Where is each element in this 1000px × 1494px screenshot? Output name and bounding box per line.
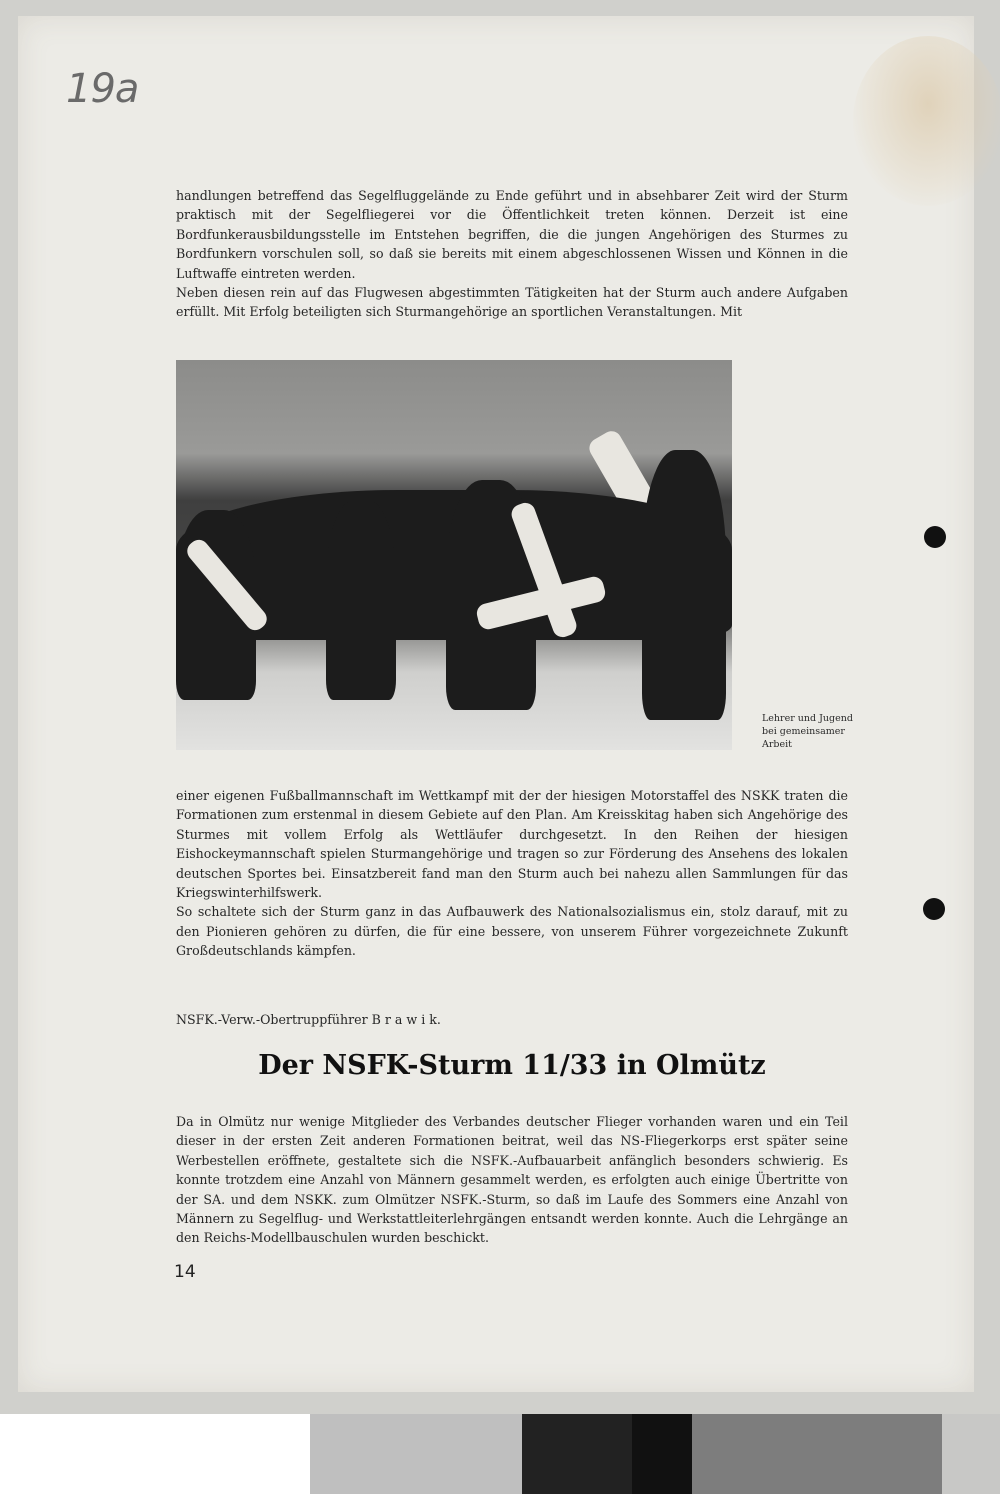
figure-boy [326, 500, 396, 700]
calibration-block [522, 1414, 632, 1494]
article-headline: Der NSFK-Sturm 11/33 in Olmütz [258, 1050, 766, 1081]
body-text-bottom [176, 1112, 848, 1248]
paragraph: handlungen betreffend das Segelfluggelände zu Ende geführt und in absehbarer Zeit wird der Sturm praktisch mit der Segelfliegerei vor die Öffentlichkeit treten können. Derzeit ist eine Bordfunkerausbildungsstelle im Entstehen begriffen, die die jungen Angehörigen des Sturmes zu Bordfunkern vorschulen soll, so daß sie bereits mit einem abgeschlossenen Wissen und Können in die Luftwaffe eintreten werden. [176, 188, 848, 281]
paragraph: einer eigenen Fußballmannschaft im Wettkampf mit der der hiesigen Motorstaffel des NSKK traten die Formationen zum erstenmal in diesem Gebiete auf den Plan. Am Kreisskitag haben sich Angehörige des Sturmes mit vollem Erfolg als Wettläufer durchgesetzt. In den Reihen der hiesigen Eishockeymannschaft spielen Sturmangehörige und tragen so zur Förderung des Ansehens des lokalen deutschen Sportes bei. Einsatzbereit fand man den Sturm auch bei nahezu allen Sammlungen für das Kriegswinterhilfswerk. [176, 788, 848, 901]
calibration-block [632, 1414, 692, 1494]
punch-hole-bottom [923, 898, 945, 920]
handwritten-note: 19a [66, 66, 139, 112]
page-number: 14 [174, 1262, 196, 1282]
photo-caption: Lehrer und Jugend bei gemeinsamer Arbeit [762, 713, 853, 750]
calibration-block [0, 1414, 310, 1494]
photo-model-airplanes [176, 360, 732, 750]
calibration-block [942, 1414, 1000, 1494]
paragraph: So schaltete sich der Sturm ganz in das Aufbauwerk des Nationalsozialismus ein, stolz darauf, mit zu den Pionieren gehören zu dürfen, die für eine bessere, von unserem Führer vorgezeichnete Zukunft Großdeutschlands kämpfen. [176, 904, 848, 959]
body-text-top [176, 186, 848, 322]
figure-woman-right [642, 450, 726, 720]
water-stain [853, 36, 1000, 206]
calibration-block [310, 1414, 522, 1494]
calibration-block [692, 1414, 942, 1494]
author-byline: NSFK.-Verw.-Obertruppführer B r a w i k. [176, 1012, 441, 1027]
paragraph: Da in Olmütz nur wenige Mitglieder des Verbandes deutscher Flieger vorhanden waren und ein Teil dieser in der ersten Zeit anderen Formationen beitrat, weil das NS-Fliegerkorps erst später seine Werbestellen eröffnete, gestaltete sich die NSFK.-Aufbauarbeit anfänglich besonders schwierig. Es konnte trotzdem eine Anzahl von Männern gesammelt werden, es erfolgten auch einige Übertritte von der SA. und dem NSKK. zum Olmützer NSFK.-Sturm, so daß im Laufe des Sommers eine Anzahl von Männern zu Segelflug- und Werkstattleiterlehrgängen entsandt werden konnte. Auch die Lehrgänge an den Reichs-Modellbauschulen wurden beschickt. [176, 1114, 848, 1246]
paragraph: Neben diesen rein auf das Flugwesen abgestimmten Tätigkeiten hat der Sturm auch andere Aufgaben erfüllt. Mit Erfolg beteiligten sich Sturmangehörige an sportlichen Veranstaltungen. Mit [176, 285, 848, 320]
punch-hole-top [924, 526, 946, 548]
body-text-middle [176, 786, 848, 961]
